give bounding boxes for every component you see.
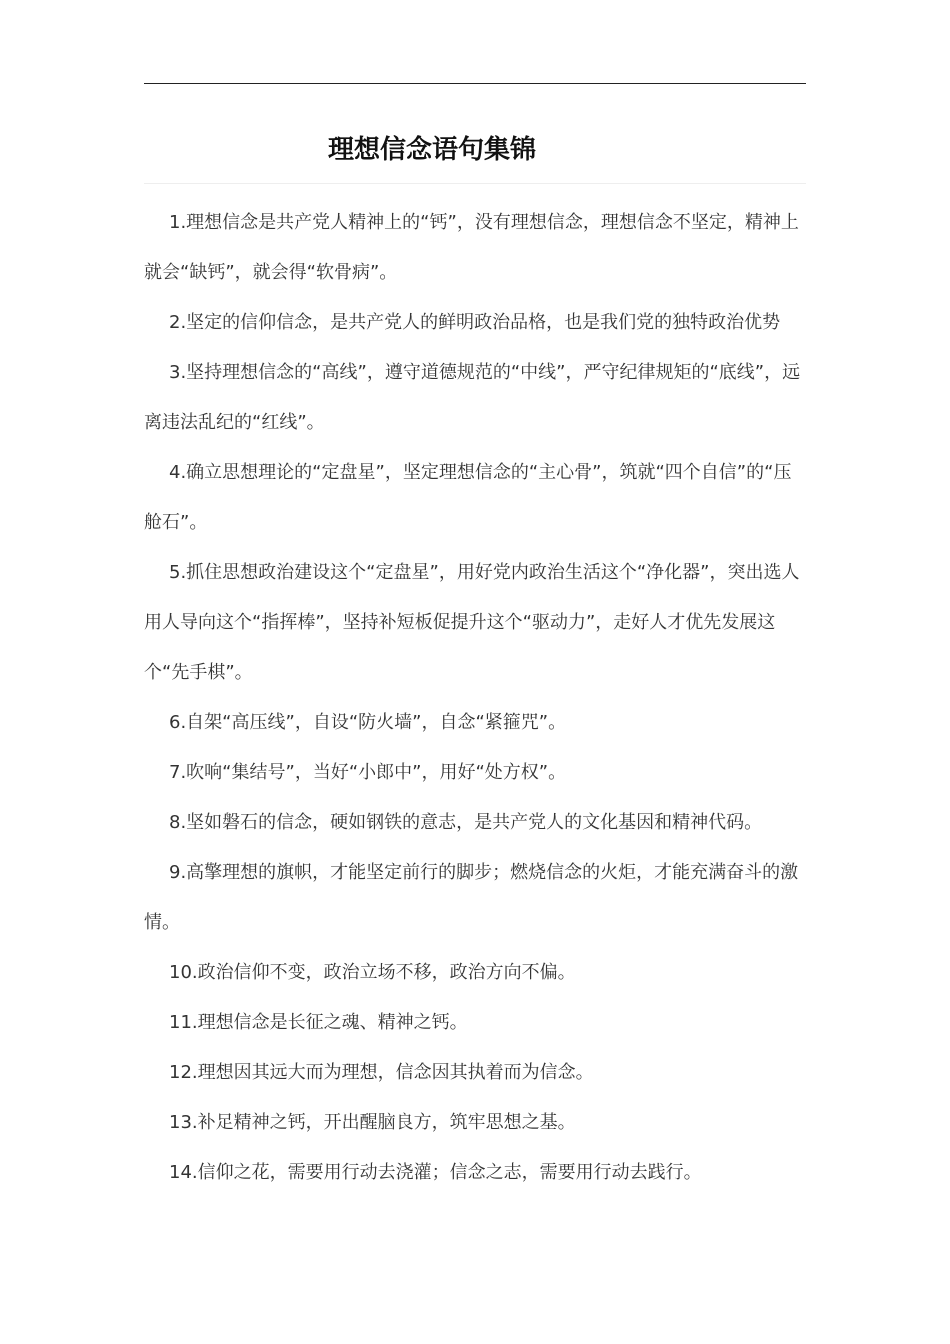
paragraph-4: 4.确立思想理论的“定盘星”，坚定理想信念的“主心骨”，筑就“四个自信”的“压舱石”。 — [144, 462, 792, 533]
paragraph-5: 5.抓住思想政治建设这个“定盘星”，用好党内政治生活这个“净化器”，突出选人用人导向这个“指挥棒”，坚持补短板促提升这个“驱动力”，走好人才优先发展这个“先手棋”。 — [144, 562, 800, 683]
paragraph-13: 13.补足精神之钙，开出醒脑良方，筑牢思想之基。 — [169, 1112, 576, 1133]
paragraph-11: 11.理想信念是长征之魂、精神之钙。 — [169, 1012, 468, 1033]
paragraph-10: 10.政治信仰不变，政治立场不移，政治方向不偏。 — [169, 962, 576, 983]
paragraph-6: 6.自架“高压线”，自设“防火墙”，自念“紧箍咒”。 — [169, 712, 567, 733]
paragraph-8: 8.坚如磐石的信念，硬如钢铁的意志，是共产党人的文化基因和精神代码。 — [169, 812, 763, 833]
document-page — [144, 0, 806, 1344]
document-title: 理想信念语句集锦 — [327, 135, 536, 165]
paragraph-9: 9.高擎理想的旗帜，才能坚定前行的脚步；燃烧信念的火炬，才能充满奋斗的激情。 — [144, 862, 799, 933]
paragraph-2: 2.坚定的信仰信念，是共产党人的鲜明政治品格，也是我们党的独特政治优势 — [169, 312, 781, 333]
title-divider — [144, 183, 806, 184]
document-body — [144, 198, 806, 1198]
header-divider — [144, 83, 806, 84]
paragraph-7: 7.吹响“集结号”，当好“小郎中”，用好“处方权”。 — [169, 762, 567, 783]
paragraph-1: 1.理想信念是共产党人精神上的“钙”，没有理想信念，理想信念不坚定，精神上就会“缺钙”，就会得“软骨病”。 — [144, 212, 799, 283]
paragraph-14: 14.信仰之花，需要用行动去浇灌；信念之志，需要用行动去践行。 — [169, 1162, 702, 1183]
paragraph-3: 3.坚持理想信念的“高线”，遵守道德规范的“中线”，严守纪律规矩的“底线”，远离违法乱纪的“红线”。 — [144, 362, 801, 433]
paragraph-12: 12.理想因其远大而为理想，信念因其执着而为信念。 — [169, 1062, 594, 1083]
